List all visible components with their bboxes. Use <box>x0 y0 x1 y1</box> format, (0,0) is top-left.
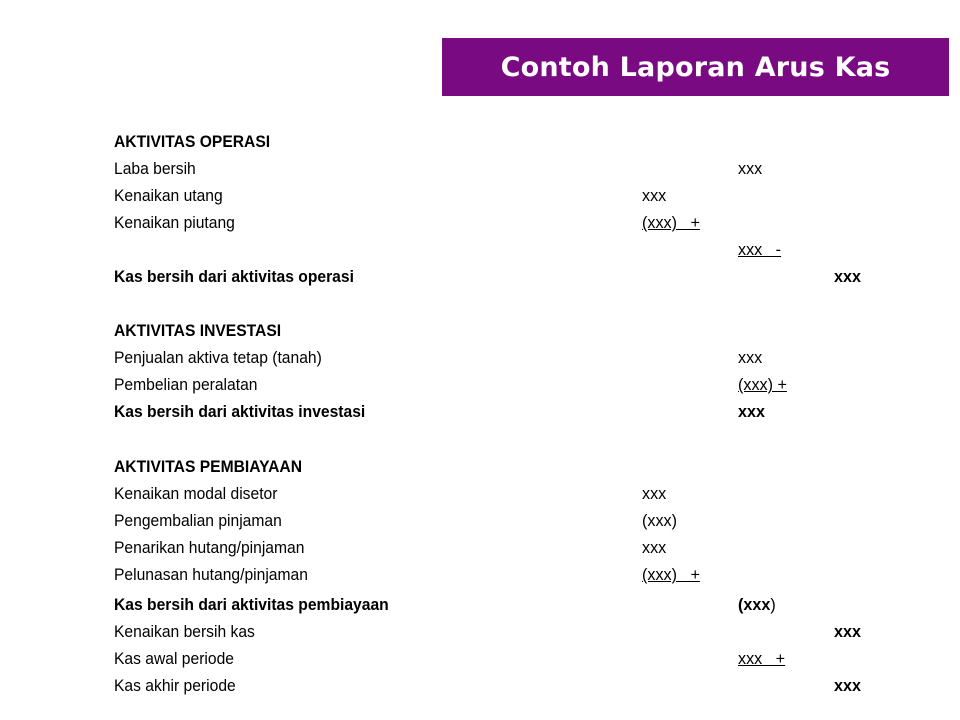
value-pembelian-peralatan: (xxx) + <box>738 375 787 394</box>
heading-investasi: AKTIVITAS INVESTASI <box>114 321 282 340</box>
row-pelunasan-hutang <box>0 563 960 587</box>
value-kenaikan-bersih-kas: xxx <box>834 622 861 641</box>
label-penarikan-hutang: Penarikan hutang/pinjaman <box>114 538 305 557</box>
value-laba-bersih: xxx <box>738 159 763 178</box>
value-penjualan-aktiva: xxx <box>738 348 763 367</box>
label-pelunasan-hutang: Pelunasan hutang/pinjaman <box>114 565 308 584</box>
value-kas-bersih-pembiayaan <box>738 593 776 617</box>
label-kenaikan-utang: Kenaikan utang <box>114 186 223 205</box>
value-kas-awal-periode: xxx + <box>738 649 786 668</box>
row-kas-bersih-pembiayaan <box>0 593 960 617</box>
label-kas-bersih-pembiayaan: Kas bersih dari aktivitas pembiayaan <box>114 595 389 614</box>
label-kas-awal-periode: Kas awal periode <box>114 649 234 668</box>
label-kenaikan-modal: Kenaikan modal disetor <box>114 484 278 503</box>
value-pengembalian-pinjaman: (xxx) <box>642 511 677 530</box>
heading-pembiayaan: AKTIVITAS PEMBIAYAAN <box>114 457 303 476</box>
row-kenaikan-bersih-kas <box>0 620 960 644</box>
label-kenaikan-bersih-kas: Kenaikan bersih kas <box>114 622 255 641</box>
section-heading-operasi <box>0 130 960 154</box>
label-pengembalian-pinjaman: Pengembalian pinjaman <box>114 511 282 530</box>
value-kas-bersih-pembiayaan-amount: (xxx <box>738 595 771 614</box>
label-laba-bersih: Laba bersih <box>114 159 196 178</box>
label-kas-bersih-investasi: Kas bersih dari aktivitas investasi <box>114 402 366 421</box>
page-title: Contoh Laporan Arus Kas <box>500 51 891 83</box>
value-pelunasan-hutang: (xxx) + <box>642 565 700 584</box>
value-kas-bersih-investasi: xxx <box>738 402 765 421</box>
row-kas-akhir-periode <box>0 674 960 698</box>
value-kenaikan-piutang: (xxx) + <box>642 213 700 232</box>
section-heading-investasi <box>0 319 960 343</box>
value-kenaikan-modal: xxx <box>642 484 667 503</box>
row-kas-bersih-investasi <box>0 400 960 424</box>
label-kas-akhir-periode: Kas akhir periode <box>114 676 236 695</box>
value-kas-akhir-periode: xxx <box>834 676 861 695</box>
label-pembelian-peralatan: Pembelian peralatan <box>114 375 258 394</box>
row-operasi-subtotal <box>0 238 960 262</box>
section-heading-pembiayaan <box>0 455 960 479</box>
label-kenaikan-piutang: Kenaikan piutang <box>114 213 235 232</box>
value-kas-bersih-operasi: xxx <box>834 267 861 286</box>
row-kenaikan-utang <box>0 184 960 208</box>
row-kenaikan-modal <box>0 482 960 506</box>
row-kenaikan-piutang <box>0 211 960 235</box>
label-penjualan-aktiva: Penjualan aktiva tetap (tanah) <box>114 348 322 367</box>
row-kas-bersih-operasi <box>0 265 960 289</box>
row-penarikan-hutang <box>0 536 960 560</box>
row-kas-awal-periode <box>0 647 960 671</box>
value-kas-bersih-pembiayaan-paren: ) <box>770 595 776 614</box>
heading-operasi: AKTIVITAS OPERASI <box>114 132 271 151</box>
row-pengembalian-pinjaman <box>0 509 960 533</box>
value-operasi-subtotal: xxx - <box>738 240 782 259</box>
label-kas-bersih-operasi: Kas bersih dari aktivitas operasi <box>114 267 354 286</box>
row-laba-bersih <box>0 157 960 181</box>
row-penjualan-aktiva <box>0 346 960 370</box>
value-kenaikan-utang: xxx <box>642 186 667 205</box>
row-pembelian-peralatan <box>0 373 960 397</box>
value-penarikan-hutang: xxx <box>642 538 667 557</box>
